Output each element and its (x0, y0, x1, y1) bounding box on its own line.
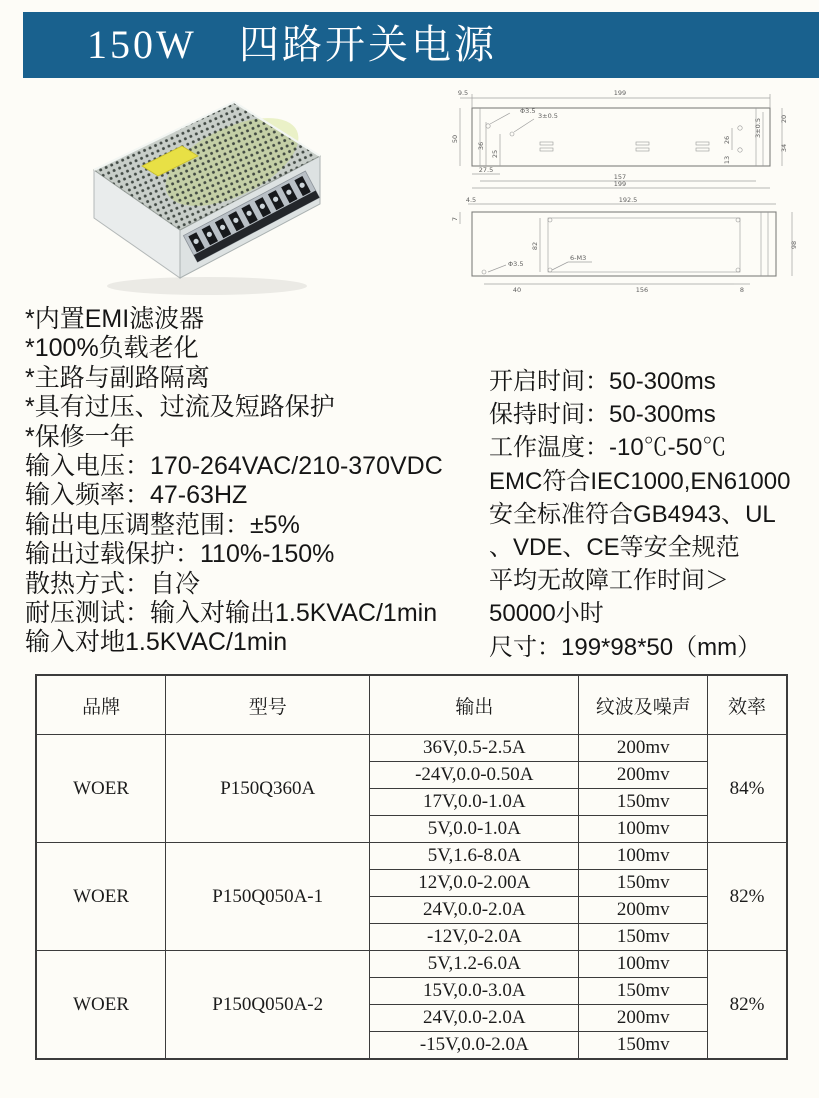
output-cell: 24V,0.0-2.0A (370, 1005, 579, 1032)
col-header-output: 输出 (370, 675, 579, 735)
ripple-cell: 150mv (579, 924, 708, 951)
dim-199b: 199 (613, 180, 627, 188)
spec-table (35, 674, 788, 1060)
page-title: 150W 四路开关电源 (87, 22, 498, 67)
table-row (36, 843, 787, 870)
dimension-drawing (430, 84, 818, 296)
efficiency-cell: 84% (708, 735, 787, 843)
spec-list-left (25, 305, 443, 658)
dim-tol2: 3±0.5 (754, 118, 762, 138)
brand-cell: WOER (36, 951, 166, 1060)
vent-slots (540, 142, 709, 151)
spec-line: *主路与副路隔离 (25, 363, 210, 392)
dim-13: 13 (723, 155, 731, 165)
ripple-cell: 200mv (579, 1005, 708, 1032)
spec-line: *保修一年 (25, 422, 135, 451)
spec-line: EMC符合IEC1000,EN61000 (489, 467, 791, 495)
efficiency-cell: 82% (708, 951, 787, 1060)
spec-table-body (36, 735, 787, 1060)
table-row (36, 735, 787, 762)
ripple-cell: 100mv (579, 843, 708, 870)
dim-156: 156 (635, 286, 649, 294)
dim-20: 20 (780, 114, 788, 124)
model-cell: P150Q050A-2 (166, 951, 370, 1060)
spec-line: 保持时间：50-300ms (489, 401, 716, 429)
spec-line: 输入频率：47-63HZ (25, 481, 248, 510)
ripple-cell: 150mv (579, 870, 708, 897)
output-cell: 17V,0.0-1.0A (370, 789, 579, 816)
output-cell: -15V,0.0-2.0A (370, 1032, 579, 1060)
spec-line: 输出过载保护：110%-150% (25, 540, 335, 569)
table-header-row (36, 675, 787, 735)
col-header-model: 型号 (166, 675, 370, 735)
spec-line: 50000小时 (489, 600, 604, 628)
spec-line: *具有过压、过流及短路保护 (25, 393, 335, 422)
dim-157: 157 (613, 173, 627, 181)
spec-line: 开启时间：50-300ms (489, 368, 716, 395)
output-cell: 24V,0.0-2.0A (370, 897, 579, 924)
output-cell: -12V,0-2.0A (370, 924, 579, 951)
spec-line: 平均无故障工作时间＞ (489, 567, 729, 595)
ripple-cell: 100mv (579, 816, 708, 843)
dim-36: 36 (477, 141, 485, 151)
dim-40: 40 (512, 286, 522, 294)
spec-line: 输入电压：170-264VAC/210-370VDC (25, 452, 443, 481)
ripple-cell: 150mv (579, 978, 708, 1005)
output-cell: 36V,0.5-2.5A (370, 735, 579, 762)
header-bar (23, 12, 819, 78)
spec-line: 、VDE、CE等安全规范 (489, 534, 740, 562)
dim-27-5: 27.5 (478, 166, 494, 174)
brand-cell: WOER (36, 843, 166, 951)
ripple-cell: 200mv (579, 762, 708, 789)
output-cell: 12V,0.0-2.00A (370, 870, 579, 897)
col-header-brand: 品牌 (36, 675, 166, 735)
spec-line: 输入对地1.5KVAC/1min (25, 628, 288, 657)
dim-192-5: 192.5 (618, 196, 638, 204)
output-cell: 5V,1.6-8.0A (370, 843, 579, 870)
dim-50: 50 (451, 134, 459, 144)
product-photo (82, 90, 327, 300)
dim-98: 98 (790, 240, 798, 250)
spec-line: *内置EMI滤波器 (25, 305, 205, 333)
dim-8: 8 (739, 286, 745, 294)
ripple-cell: 100mv (579, 951, 708, 978)
table-row (36, 951, 787, 978)
dim-199: 199 (613, 89, 627, 97)
ripple-cell: 200mv (579, 897, 708, 924)
dim-25: 25 (491, 149, 499, 159)
spec-list-right (489, 365, 814, 664)
photo-shadow (107, 277, 307, 295)
dim-7: 7 (451, 216, 459, 222)
output-cell: 5V,1.2-6.0A (370, 951, 579, 978)
ripple-cell: 150mv (579, 789, 708, 816)
spec-line: *100%负载老化 (25, 334, 199, 363)
brand-cell: WOER (36, 735, 166, 843)
dim-6-m3: 6-M3 (570, 254, 587, 262)
model-cell: P150Q360A (166, 735, 370, 843)
ripple-cell: 150mv (579, 1032, 708, 1060)
dim-34: 34 (780, 143, 788, 153)
spec-line: 尺寸：199*98*50（mm） (489, 633, 762, 661)
dim-82: 82 (531, 241, 539, 251)
model-cell: P150Q050A-1 (166, 843, 370, 951)
dim-26: 26 (723, 135, 731, 145)
output-cell: 15V,0.0-3.0A (370, 978, 579, 1005)
spec-line: 输出电压调整范围：±5% (25, 510, 300, 539)
ripple-cell: 200mv (579, 735, 708, 762)
output-cell: 5V,0.0-1.0A (370, 816, 579, 843)
dim-tol: 3±0.5 (538, 112, 558, 120)
spec-line: 工作温度：-10℃-50℃ (489, 434, 727, 462)
dim-hole-dia2: Φ3.5 (508, 260, 524, 268)
dim-9-5: 9.5 (457, 89, 469, 97)
spec-line: 安全标准符合GB4943、UL (489, 500, 776, 528)
dim-4-5: 4.5 (465, 196, 477, 204)
mounting-pattern (548, 218, 740, 272)
col-header-ripple: 纹波及噪声 (579, 675, 708, 735)
output-cell: -24V,0.0-0.50A (370, 762, 579, 789)
spec-line: 耐压测试：输入对输出1.5KVAC/1min (25, 599, 438, 628)
dim-hole-dia: Φ3.5 (520, 107, 536, 115)
spec-line: 散热方式：自冷 (25, 569, 201, 598)
efficiency-cell: 82% (708, 843, 787, 951)
col-header-efficiency: 效率 (708, 675, 787, 735)
